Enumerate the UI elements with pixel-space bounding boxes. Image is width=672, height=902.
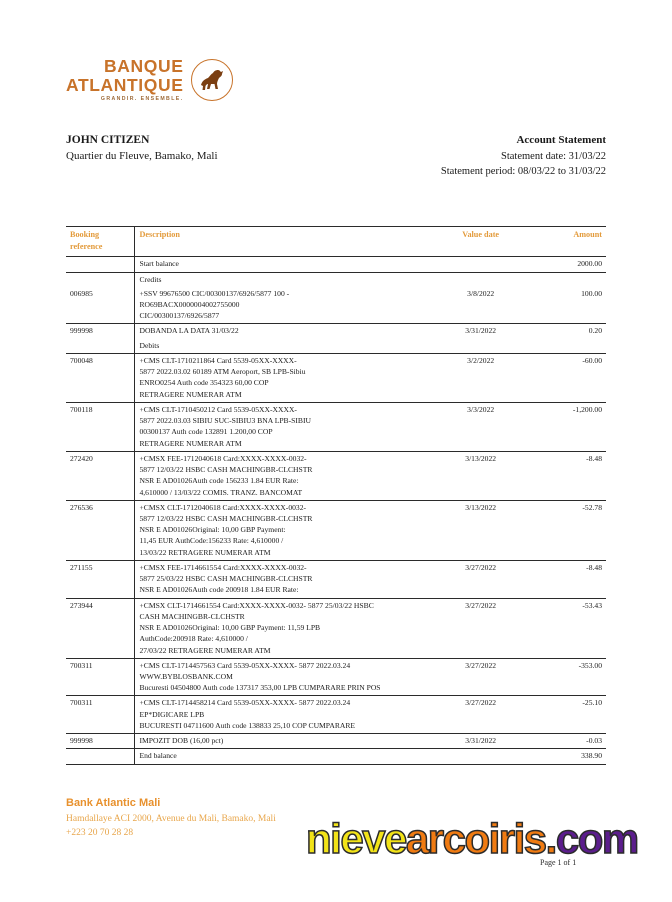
table-row [66,696,606,734]
description-line: +CMS CLT-1710450212 Card 5539-05XX-XXXX- [139,404,297,414]
cell-amount: 2000.00 [528,257,606,272]
cell-description [135,451,433,500]
cell-reference: 700048 [66,353,135,402]
description-line: End balance [139,751,177,761]
table-row [66,402,606,451]
watermark-part-1: nieve [306,815,406,862]
cell-reference [66,257,135,272]
description-line: +CMS CLT-1714457563 Card 5539-05XX-XXXX- 5877 2022.03.24 [139,660,351,670]
footer-phone: +223 20 70 28 28 [66,827,134,838]
cell-value-date: 3/3/2022 [433,402,528,451]
cell-amount: 0.20 [528,324,606,339]
customer-name: JOHN CITIZEN [66,134,150,146]
document-title: Account Statement [516,134,606,146]
description-line: DOBANDA LA DATA 31/03/22 [139,326,239,336]
cell-value-date: 3/2/2022 [433,353,528,402]
description-line: Debits [139,340,160,350]
cell-description [135,560,433,598]
description-line: +SSV 99676500 CIC/00300137/6926/5877 100 - [139,288,290,298]
transactions-table-wrap [66,226,606,765]
description-line: 5877 25/03/22 HSBC CASH MACHINGBR-CLCHSTR [139,574,313,584]
cell-amount: -353.00 [528,658,606,696]
cell-amount: -52.78 [528,500,606,560]
table-body [66,257,606,764]
cell-description [135,500,433,560]
cell-amount [528,272,606,287]
cell-reference: 700311 [66,696,135,734]
description-line: NSR E AD01026Auth code 200918 1.84 EUR Rate: [139,585,299,595]
description-line: 27/03/22 RETRAGERE NUMERAR ATM [139,645,271,655]
logo-wordmark [66,58,183,102]
description-line: 00300137 Auth code 132891 1.200,00 COP [139,427,273,437]
cell-value-date [433,272,528,287]
description-line: +CMSX CLT-1714661554 Card:XXXX-XXXX-0032- 5877 25/03/22 HSBC [139,600,374,610]
description-line: 5877 2022.03.03 SIBIU SUC-SIBIU3 BNA LPB-SIBIU [139,416,311,426]
table-row [66,734,606,749]
transactions-table [66,226,606,765]
cell-value-date: 3/8/2022 [467,288,495,298]
cell-reference: 006985 [66,287,135,324]
cell-amount: -1,200.00 [528,402,606,451]
cell-reference: 276536 [66,500,135,560]
description-line: 5877 12/03/22 HSBC CASH MACHINGBR-CLCHSTR [139,465,313,475]
cell-value-date [433,749,528,764]
cell-reference: 700118 [66,402,135,451]
cell-value-date [433,257,528,272]
table-row [66,658,606,696]
cell-value-date: 3/31/2022 [433,734,528,749]
description-line: CASH MACHINGBR-CLCHSTR [139,611,245,621]
cell-amount: -60.00 [528,353,606,402]
cell-amount: -0.03 [528,734,606,749]
cell-amount: 338.90 [528,749,606,764]
cell-value-date: 3/13/2022 [433,451,528,500]
cell-description [135,287,433,324]
watermark [306,815,638,862]
cell-value-date: 3/27/2022 [433,696,528,734]
cell-reference: 271155 [66,560,135,598]
description-line: +CMSX FEE-1714661554 Card:XXXX-XXXX-0032- [139,562,307,572]
logo-tagline: GRANDIR. ENSEMBLE. [100,96,184,102]
cell-value-date: 3/31/2022 [433,324,528,339]
cell-value-date: 3/27/2022 [433,658,528,696]
table-row [66,560,606,598]
cell-description [135,696,433,734]
description-line: +CMSX FEE-1712040618 Card:XXXX-XXXX-0032- [139,453,307,463]
cell-amount: -53.43 [528,598,606,658]
statement-header [66,132,606,180]
customer-address: Quartier du Fleuve, Bamako, Mali [66,149,218,162]
cell-description [135,272,433,287]
description-line: NSR E AD01026Original: 10,00 GBP Payment: 11,59 LPB [139,623,321,633]
cell-reference [66,272,135,287]
cell-value-date: 3/27/2022 [433,598,528,658]
statement-meta [441,132,606,180]
description-line: Bucuresti 04504800 Auth code 137317 353,00 LPB CUMPARARE PRIN POS [139,683,381,693]
description-line: 4,610000 / 13/03/22 COMIS. TRANZ. BANCOMAT [139,487,303,497]
cell-amount: 100.00 [581,288,602,298]
description-line: NSR E AD01026Original: 10,00 GBP Payment: [139,525,286,535]
watermark-part-2: arcoiris. [405,815,556,862]
cell-amount: -25.10 [528,696,606,734]
table-row [66,339,606,354]
bank-footer [66,795,276,840]
table-row [66,324,606,339]
logo-line-2: ATLANTIQUE [66,74,184,95]
footer-address: Hamdallaye ACI 2000, Avenue du Mali, Bamako, Mali [66,813,276,824]
description-line: Start balance [139,259,179,269]
table-row [66,353,606,402]
cell-value-date [433,339,528,354]
description-line: ENRO0254 Auth code 354323 60,00 COP [139,378,269,388]
description-line: 11,45 EUR AuthCode:156233 Rate: 4,610000 / [139,536,284,546]
description-line: RO69BACX0000004002755000 [139,299,240,309]
cell-reference: 273944 [66,598,135,658]
table-row [66,257,606,272]
description-line: NSR E AD01026Auth code 156233 1.84 EUR Rate: [139,476,299,486]
customer-block [66,132,218,180]
description-line: +CMSX CLT-1712040618 Card:XXXX-XXXX-0032- [139,502,307,512]
cell-reference: 700311 [66,658,135,696]
table-row [66,598,606,658]
description-line: CIC/00300137/6926/5877 [139,311,220,321]
description-line: +CMS CLT-1710211864 Card 5539-05XX-XXXX- [139,355,297,365]
table-row [66,272,606,287]
cell-reference: 999998 [66,324,135,339]
cell-description [135,598,433,658]
description-line: WWW.BYBLOSBANK.COM [139,672,233,682]
description-line: IMPOZIT DOB (16,00 pct) [139,736,224,746]
cell-description [135,257,433,272]
description-line: +CMS CLT-1714458214 Card 5539-05XX-XXXX- 5877 2022.03.24 [139,698,351,708]
cell-value-date: 3/13/2022 [433,500,528,560]
column-header-reference: Booking reference [66,227,135,257]
description-line: 5877 2022.03.02 60189 ATM Aeroport, SB LPB-Sibiu [139,367,306,377]
description-line: Credits [139,274,162,284]
logo-line-1: BANQUE [104,56,184,76]
table-row [66,287,606,324]
cell-description [135,734,433,749]
cell-description [135,749,433,764]
table-row [66,500,606,560]
description-line: RETRAGERE NUMERAR ATM [139,438,242,448]
cell-reference [66,339,135,354]
cell-amount: -8.48 [528,560,606,598]
bank-logo [66,58,233,102]
description-line: BUCURESTI 04711600 Auth code 138833 25,10 COP CUMPARARE [139,720,356,730]
description-line: AuthCode:200918 Rate: 4,610000 / [139,634,248,644]
footer-bank-name: Bank Atlantic Mali [66,797,161,809]
cell-description [135,402,433,451]
table-row [66,749,606,764]
watermark-part-3: com [555,815,638,862]
cell-amount: -8.48 [528,451,606,500]
table-head [66,227,606,257]
description-line: 13/03/22 RETRAGERE NUMERAR ATM [139,547,271,557]
description-line: 5877 12/03/22 HSBC CASH MACHINGBR-CLCHSTR [139,513,313,523]
statement-date: Statement date: 31/03/22 [501,150,606,162]
cell-reference [66,749,135,764]
cell-description [135,658,433,696]
column-header-value-date: Value date [433,227,528,257]
column-header-amount: Amount [528,227,606,257]
cell-description [135,324,433,339]
horse-icon [191,59,233,101]
cell-value-date: 3/27/2022 [433,560,528,598]
description-line: RETRAGERE NUMERAR ATM [139,389,242,399]
cell-amount [528,339,606,354]
table-header-row [66,227,606,257]
cell-reference: 999998 [66,734,135,749]
statement-period: Statement period: 08/03/22 to 31/03/22 [440,166,606,178]
page-number: Page 1 of 1 [540,858,577,867]
cell-reference: 272420 [66,451,135,500]
cell-description [135,339,433,354]
column-header-description: Description [135,227,433,257]
description-line: EP*DIGICARE LPB [139,709,205,719]
cell-description [135,353,433,402]
table-row [66,451,606,500]
